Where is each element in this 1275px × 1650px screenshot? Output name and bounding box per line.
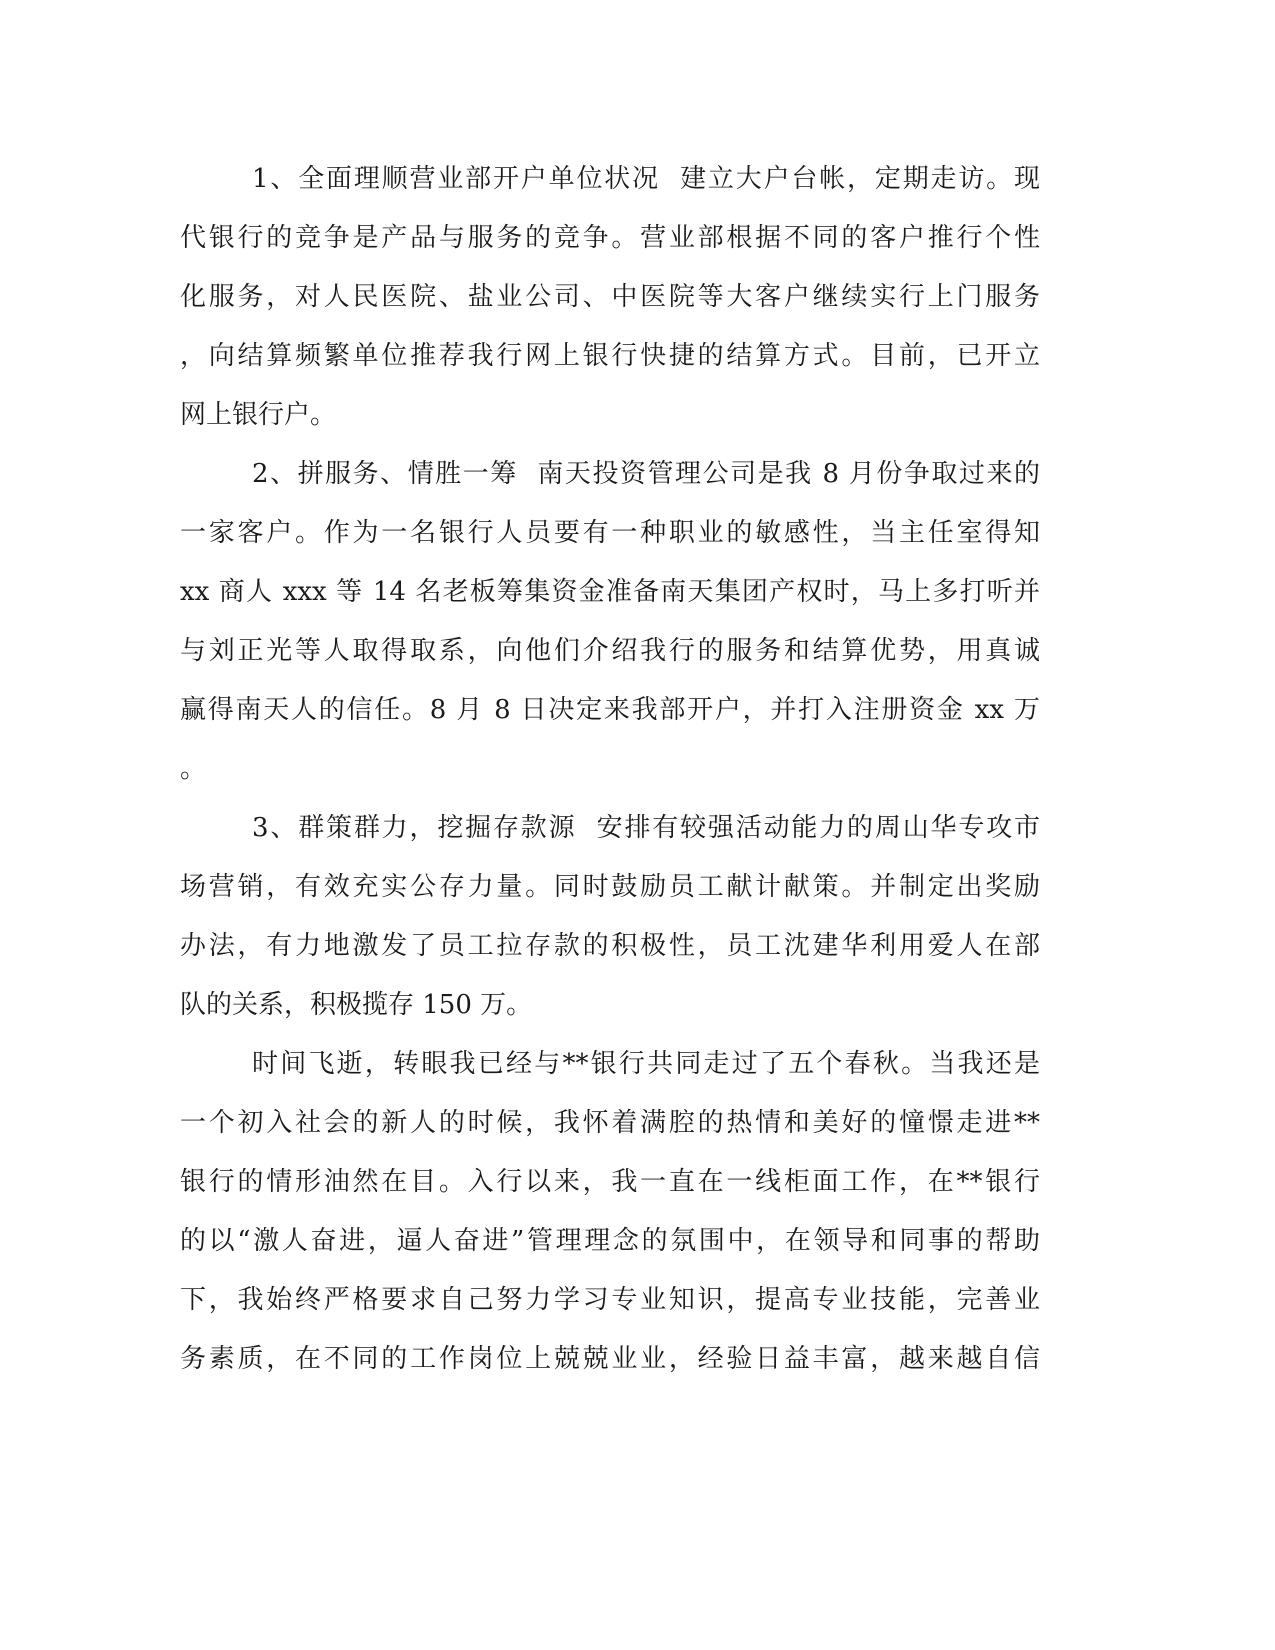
document-body [180, 150, 1040, 1389]
text-line: 队的关系，积极揽存 150 万。 [180, 990, 533, 1020]
paragraph-4 [180, 1035, 1040, 1389]
text-line: 赢得南天人的信任。8 月 8 日决定来我部开户，并打入注册资金 xx 万 [180, 695, 1040, 725]
text-line: 。 [180, 754, 207, 784]
text-line: 代银行的竞争是产品与服务的竞争。营业部根据不同的客户推行个性 [180, 223, 1040, 253]
text-line: 3、群策群力，挖掘存款源 安排有较强活动能力的周山华专攻市 [252, 813, 1040, 843]
text-line: 网上银行户。 [180, 400, 337, 430]
text-line: 2、拼服务、情胜一筹 南天投资管理公司是我 8 月份争取过来的 [252, 459, 1040, 489]
text-line: 下，我始终严格要求自己努力学习专业知识，提高专业技能，完善业 [180, 1285, 1040, 1315]
text-line: 1、全面理顺营业部开户单位状况 建立大户台帐，定期走访。现 [252, 164, 1040, 194]
paragraph-1 [180, 150, 1040, 445]
text-line: ，向结算频繁单位推荐我行网上银行快捷的结算方式。目前，已开立 [180, 341, 1040, 371]
text-line: 一家客户。作为一名银行人员要有一种职业的敏感性，当主任室得知 [180, 518, 1040, 548]
text-line: 场营销，有效充实公存力量。同时鼓励员工献计献策。并制定出奖励 [180, 872, 1040, 902]
paragraph-3 [180, 799, 1040, 1035]
text-line: 与刘正光等人取得取系，向他们介绍我行的服务和结算优势，用真诚 [180, 636, 1040, 666]
text-line: 一个初入社会的新人的时候，我怀着满腔的热情和美好的憧憬走进** [180, 1108, 1040, 1138]
text-line: 化服务，对人民医院、盐业公司、中医院等大客户继续实行上门服务 [180, 282, 1040, 312]
text-line: 务素质，在不同的工作岗位上兢兢业业，经验日益丰富，越来越自信 [180, 1344, 1040, 1374]
text-line: xx 商人 xxx 等 14 名老板筹集资金准备南天集团产权时，马上多打听并 [180, 577, 1040, 607]
paragraph-2 [180, 445, 1040, 799]
text-line: 时间飞逝，转眼我已经与**银行共同走过了五个春秋。当我还是 [252, 1049, 1040, 1079]
text-line: 的以“激人奋进，逼人奋进”管理理念的氛围中，在领导和同事的帮助 [180, 1226, 1040, 1256]
text-line: 办法，有力地激发了员工拉存款的积极性，员工沈建华利用爱人在部 [180, 931, 1040, 961]
text-line: 银行的情形油然在目。入行以来，我一直在一线柜面工作，在**银行 [180, 1167, 1040, 1197]
